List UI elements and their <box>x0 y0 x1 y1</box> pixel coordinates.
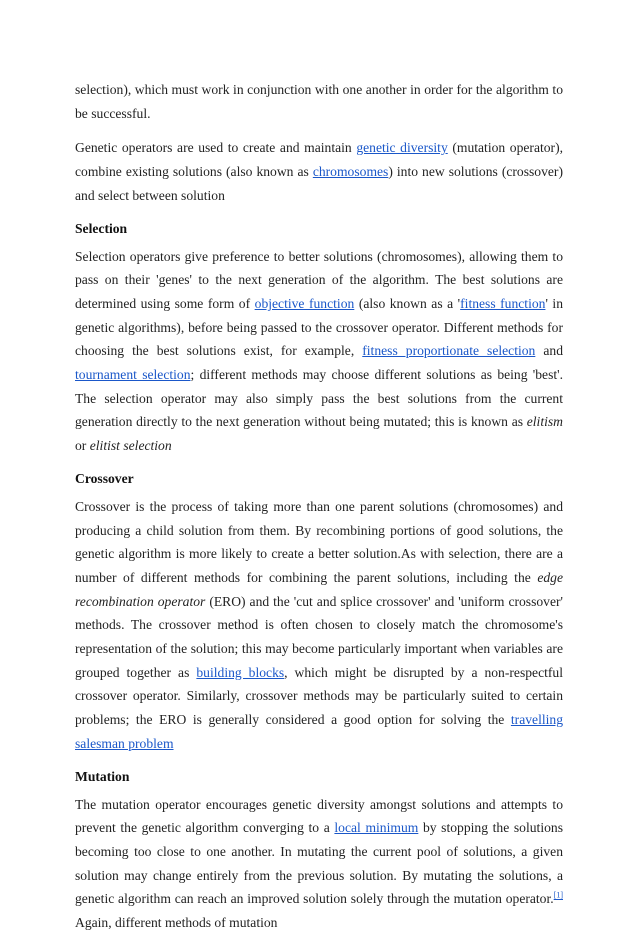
link-chromosomes[interactable]: chromosomes <box>312 164 389 180</box>
heading-mutation: Mutation <box>75 768 130 784</box>
text-run: ' in genetic algorithms), before being passed to the crossover operator. Different methods for choosing the best solutions exist, for example, <box>75 295 563 359</box>
link-fitness-proportionate-selection[interactable]: fitness proportionate selection <box>362 343 536 359</box>
crossover-paragraph <box>75 495 563 756</box>
text-run: and <box>535 343 563 359</box>
text-run: (ERO) and the 'cut and splice crossover' and 'uniform crossover' methods. The crossover method is often chosen to closely match the chromosome's representation of the solution; this may become particularly important when variables are grouped together as <box>75 593 563 680</box>
link-tournament-selection[interactable]: tournament selection <box>75 367 191 383</box>
link-fitness-function[interactable]: fitness function <box>460 295 546 311</box>
link-genetic-diversity[interactable]: genetic diversity <box>356 140 448 156</box>
term-elitist-selection: elitist selection <box>89 438 172 454</box>
text-run: Selection operators give preference to better solutions (chromosomes), allowing them to pass on their 'genes' to the next generation of the algorithm. The best solutions are determined using some form of <box>75 248 563 311</box>
mutation-paragraph <box>75 793 563 935</box>
document-page <box>75 78 563 946</box>
intro-paragraph-2 <box>75 136 563 207</box>
text-run: Genetic operators are used to create and maintain <box>75 140 357 156</box>
link-travelling-salesman-problem[interactable]: travelling salesman problem <box>75 712 563 751</box>
text-run: The mutation operator encourages genetic diversity amongst solutions and attempts to prevent the genetic algorithm converging to a <box>75 796 563 836</box>
heading-selection: Selection <box>75 220 128 236</box>
text-run: ) into new solutions (crossover) and select between solution <box>75 164 563 203</box>
text-run: by stopping the solutions becoming too close to one another. In mutating the current pool of solutions, a given solution may change entirely from the previous solution. By mutating the solutions, a genetic algorithm can reach an improved solution solely through the mutation operator. <box>75 820 563 907</box>
text-run: or <box>75 438 90 454</box>
text-run: (mutation operator), combine existing solutions (also known as <box>75 140 564 180</box>
intro-paragraph-1 <box>75 78 563 125</box>
link-building-blocks[interactable]: building blocks <box>196 664 285 680</box>
reference-link[interactable]: [1] <box>553 890 563 900</box>
heading-crossover: Crossover <box>75 470 134 486</box>
text-run: , which might be disrupted by a non-respectful crossover operator. Similarly, crossover methods may be particularly suited to certain problems; the ERO is generally considered a good option for solving the <box>75 664 563 728</box>
term-edge-recombination-operator: edge recombination operator <box>75 569 563 609</box>
selection-paragraph <box>75 245 563 458</box>
text-run: (also known as a ' <box>354 295 461 311</box>
intro-text: selection), which must work in conjunction with one another in order for the algorithm to be successful. <box>75 82 563 121</box>
text-run: Crossover is the process of taking more than one parent solutions (chromosomes) and producing a child solution from them. By recombining portions of good solutions, the genetic algorithm is more likely to create a better solution.As with selection, there are a number of different methods for combining the parent solutions, including the <box>75 498 563 585</box>
link-objective-function[interactable]: objective function <box>254 295 355 311</box>
text-run: ; different methods may choose different solutions as being 'best'. The selection operator may also simply pass the best solutions from the current generation directly to the next generation without being mutated; this is known as <box>75 367 563 430</box>
text-run: Again, different methods of mutation <box>75 915 278 931</box>
link-local-minimum[interactable]: local minimum <box>334 820 419 836</box>
term-elitism: elitism <box>526 414 563 430</box>
